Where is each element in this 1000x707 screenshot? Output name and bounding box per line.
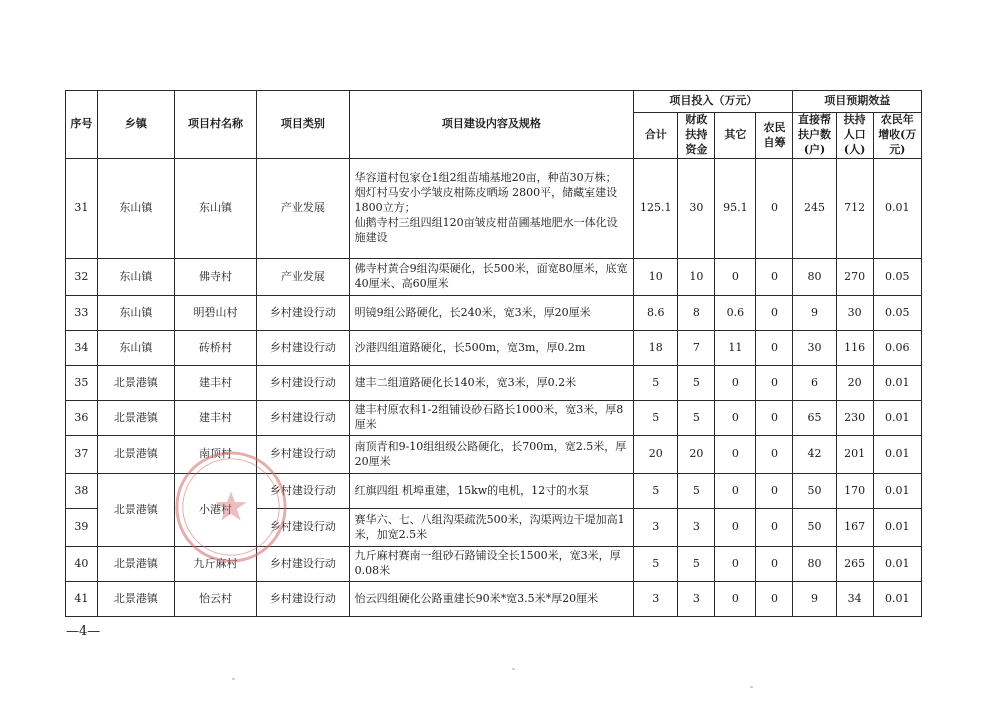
cell-farmer: 0 (756, 259, 793, 296)
cell-fiscal: 8 (678, 296, 715, 331)
header-households: 直接帮扶户数(户) (793, 113, 836, 159)
cell-village: 建丰村 (174, 401, 256, 436)
cell-population: 265 (836, 547, 873, 582)
cell-category: 乡村建设行动 (257, 401, 349, 436)
cell-households: 9 (793, 582, 836, 617)
cell-total: 3 (634, 582, 678, 617)
content-line: 华容道村包家仓1组2组苗埔基地20亩，种苗30万株； (354, 171, 617, 185)
table-row (66, 159, 922, 259)
cell-other: 0 (715, 436, 756, 474)
cell-total: 5 (634, 366, 678, 401)
cell-fiscal: 5 (678, 547, 715, 582)
header-population: 扶持人口(人) (836, 113, 873, 159)
cell-content (349, 366, 634, 401)
cell-town: 北景港镇 (97, 366, 174, 401)
cell-total: 5 (634, 547, 678, 582)
project-table (65, 90, 922, 617)
cell-farmer: 0 (756, 331, 793, 366)
cell-seq: 34 (66, 331, 98, 366)
table-body (66, 159, 922, 617)
cell-total: 5 (634, 401, 678, 436)
cell-households: 65 (793, 401, 836, 436)
cell-town: 北景港镇 (97, 474, 174, 547)
cell-content (349, 331, 634, 366)
cell-households: 50 (793, 509, 836, 547)
cell-farmer: 0 (756, 509, 793, 547)
cell-village: 怡云村 (174, 582, 256, 617)
content-line: 明镜9组公路硬化，长240米，宽3米，厚20厘米 (354, 305, 591, 319)
cell-village: 建丰村 (174, 366, 256, 401)
header-content: 项目建设内容及规格 (349, 91, 634, 159)
cell-town: 北景港镇 (97, 582, 174, 617)
cell-total: 20 (634, 436, 678, 474)
cell-town: 北景港镇 (97, 547, 174, 582)
cell-fiscal: 7 (678, 331, 715, 366)
cell-other: 0 (715, 474, 756, 509)
cell-total: 8.6 (634, 296, 678, 331)
cell-category: 乡村建设行动 (257, 331, 349, 366)
cell-farmer: 0 (756, 366, 793, 401)
cell-other: 0 (715, 366, 756, 401)
cell-other: 0.6 (715, 296, 756, 331)
header-town: 乡镇 (97, 91, 174, 159)
cell-income: 0.01 (873, 436, 921, 474)
cell-category: 乡村建设行动 (257, 366, 349, 401)
cell-households: 30 (793, 331, 836, 366)
cell-households: 245 (793, 159, 836, 259)
cell-income: 0.01 (873, 582, 921, 617)
content-line: 建丰二组道路硬化长140米，宽3米，厚0.2米 (354, 375, 577, 389)
cell-seq: 31 (66, 159, 98, 259)
cell-category: 乡村建设行动 (257, 296, 349, 331)
cell-content (349, 582, 634, 617)
table-row (66, 259, 922, 296)
cell-population: 170 (836, 474, 873, 509)
cell-fiscal: 5 (678, 401, 715, 436)
content-line: 佛寺村黄合9组沟渠硬化，长500米，面宽80厘米，底宽40厘米、高60厘米 (354, 262, 628, 290)
content-line: 赛华六、七、八组沟渠疏洗500米，沟渠两边干堤加高1米，加宽2.5米 (354, 512, 625, 541)
cell-seq: 40 (66, 547, 98, 582)
cell-households: 80 (793, 547, 836, 582)
content-line: 怡云四组硬化公路重建长90米*宽3.5米*厚20厘米 (354, 591, 599, 605)
cell-other: 0 (715, 582, 756, 617)
cell-seq: 41 (66, 582, 98, 617)
cell-village: 明碧山村 (174, 296, 256, 331)
cell-content (349, 509, 634, 547)
cell-village: 东山镇 (174, 159, 256, 259)
cell-village: 砖桥村 (174, 331, 256, 366)
cell-population: 34 (836, 582, 873, 617)
cell-farmer: 0 (756, 582, 793, 617)
cell-households: 9 (793, 296, 836, 331)
cell-population: 116 (836, 331, 873, 366)
header-total: 合计 (634, 113, 678, 159)
cell-other: 0 (715, 509, 756, 547)
cell-category: 产业发展 (257, 259, 349, 296)
header-seq: 序号 (66, 91, 98, 159)
cell-income: 0.06 (873, 331, 921, 366)
cell-seq: 37 (66, 436, 98, 474)
cell-fiscal: 3 (678, 582, 715, 617)
cell-farmer: 0 (756, 159, 793, 259)
cell-other: 0 (715, 259, 756, 296)
table-row (66, 582, 922, 617)
cell-income: 0.01 (873, 366, 921, 401)
cell-content (349, 159, 634, 259)
cell-farmer: 0 (756, 547, 793, 582)
page-number: —4— (66, 624, 101, 639)
cell-town: 东山镇 (97, 296, 174, 331)
cell-fiscal: 20 (678, 436, 715, 474)
cell-town: 东山镇 (97, 331, 174, 366)
cell-farmer: 0 (756, 436, 793, 474)
cell-farmer: 0 (756, 474, 793, 509)
cell-other: 95.1 (715, 159, 756, 259)
cell-seq: 32 (66, 259, 98, 296)
table-row (66, 474, 922, 509)
cell-other: 0 (715, 401, 756, 436)
cell-population: 201 (836, 436, 873, 474)
table-row (66, 296, 922, 331)
cell-total: 3 (634, 509, 678, 547)
cell-population: 712 (836, 159, 873, 259)
cell-fiscal: 30 (678, 159, 715, 259)
cell-income: 0.01 (873, 547, 921, 582)
header-investment-group: 项目投入（万元） (634, 91, 793, 113)
table-row (66, 366, 922, 401)
cell-fiscal: 5 (678, 474, 715, 509)
cell-farmer: 0 (756, 401, 793, 436)
cell-category: 乡村建设行动 (257, 547, 349, 582)
cell-population: 30 (836, 296, 873, 331)
cell-town: 北景港镇 (97, 436, 174, 474)
header-fiscal: 财政扶持资金 (678, 113, 715, 159)
cell-fiscal: 5 (678, 366, 715, 401)
cell-seq: 38 (66, 474, 98, 509)
cell-village: 佛寺村 (174, 259, 256, 296)
cell-village: 小港村 (174, 474, 256, 547)
header-benefit-group: 项目预期效益 (793, 91, 922, 113)
cell-category: 乡村建设行动 (257, 436, 349, 474)
cell-content (349, 436, 634, 474)
cell-content (349, 296, 634, 331)
cell-population: 270 (836, 259, 873, 296)
cell-households: 80 (793, 259, 836, 296)
cell-households: 50 (793, 474, 836, 509)
header-other: 其它 (715, 113, 756, 159)
cell-category: 产业发展 (257, 159, 349, 259)
table-row (66, 331, 922, 366)
table-row (66, 547, 922, 582)
header-village: 项目村名称 (174, 91, 256, 159)
table-row (66, 401, 922, 436)
header-income: 农民年增收(万元) (873, 113, 921, 159)
cell-village: 南顶村 (174, 436, 256, 474)
cell-total: 10 (634, 259, 678, 296)
content-line: 红旗四组 机埠重建，15kw的电机，12寸的水泵 (354, 483, 590, 497)
cell-income: 0.01 (873, 159, 921, 259)
cell-other: 0 (715, 547, 756, 582)
cell-category: 乡村建设行动 (257, 509, 349, 547)
cell-households: 6 (793, 366, 836, 401)
header-category: 项目类别 (257, 91, 349, 159)
cell-farmer: 0 (756, 296, 793, 331)
cell-fiscal: 10 (678, 259, 715, 296)
cell-fiscal: 3 (678, 509, 715, 547)
cell-category: 乡村建设行动 (257, 474, 349, 509)
cell-village: 九斤麻村 (174, 547, 256, 582)
cell-seq: 39 (66, 509, 98, 547)
cell-seq: 36 (66, 401, 98, 436)
cell-population: 230 (836, 401, 873, 436)
cell-content (349, 474, 634, 509)
cell-total: 125.1 (634, 159, 678, 259)
content-line: 南顶青和9-10组组级公路硬化，长700m，宽2.5米，厚20厘米 (354, 439, 627, 468)
header-farmer: 农民自筹 (756, 113, 793, 159)
cell-town: 东山镇 (97, 159, 174, 259)
table-row (66, 436, 922, 474)
content-line: 沙港四组道路硬化，长500m，宽3m，厚0.2m (354, 340, 586, 354)
content-line: 仙鹅寺村三组四组120亩皱皮柑苗圃基地肥水一体化设施建设 (354, 215, 618, 244)
cell-income: 0.01 (873, 509, 921, 547)
content-line: 九斤麻村赛南一组砂石路铺设全长1500米，宽3米，厚0.08米 (354, 549, 621, 577)
cell-town: 东山镇 (97, 259, 174, 296)
content-line: 烟灯村马安小学皱皮柑陈皮晒场 2800平，储藏室建设1800立方； (354, 186, 618, 215)
cell-income: 0.05 (873, 259, 921, 296)
cell-content (349, 401, 634, 436)
cell-total: 5 (634, 474, 678, 509)
cell-town: 北景港镇 (97, 401, 174, 436)
cell-households: 42 (793, 436, 836, 474)
cell-seq: 35 (66, 366, 98, 401)
cell-content (349, 259, 634, 296)
cell-seq: 33 (66, 296, 98, 331)
cell-total: 18 (634, 331, 678, 366)
cell-population: 20 (836, 366, 873, 401)
cell-other: 11 (715, 331, 756, 366)
cell-category: 乡村建设行动 (257, 582, 349, 617)
cell-population: 167 (836, 509, 873, 547)
content-line: 建丰村原农科1-2组铺设砂石路长1000米，宽3米，厚8厘米 (354, 403, 624, 431)
cell-income: 0.01 (873, 401, 921, 436)
cell-content (349, 547, 634, 582)
cell-income: 0.05 (873, 296, 921, 331)
cell-income: 0.01 (873, 474, 921, 509)
